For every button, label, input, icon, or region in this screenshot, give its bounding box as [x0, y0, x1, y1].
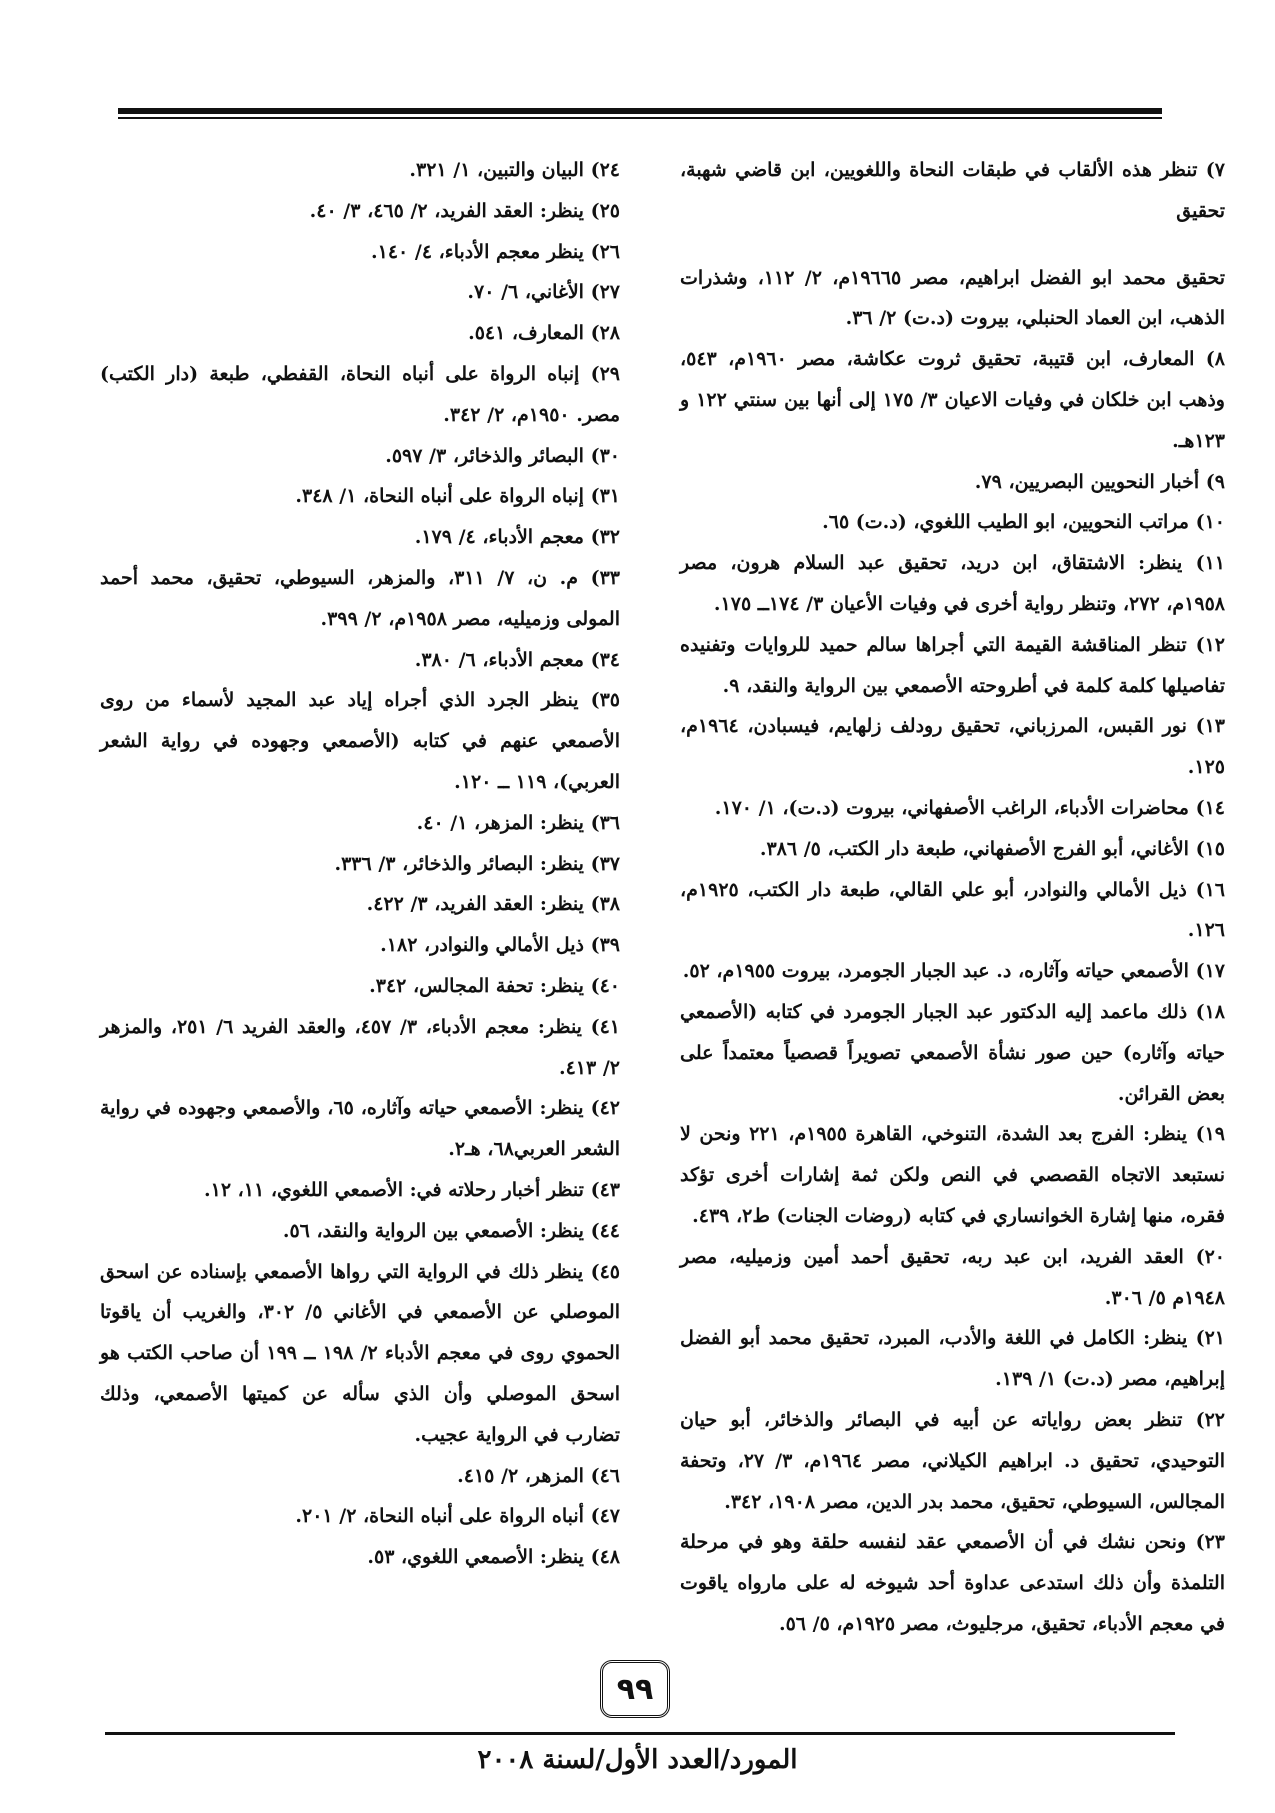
footnote: ٣٦) ينظر: المزهر، ١/ ٤٠. — [416, 811, 620, 834]
footnote: ١٥) الأغاني، أبو الفرج الأصفهاني، طبعة دار الكتب، ٥/ ٣٨٦. — [759, 837, 1225, 860]
footnote: ٣٩) ذيل الأمالي والنوادر، ١٨٢. — [380, 934, 620, 957]
footnote: ٣٤) معجم الأدباء، ٦/ ٣٨٠. — [414, 648, 620, 671]
notes-column-right — [680, 150, 1225, 1645]
footnote: ٣٨) ينظر: العقد الفريد، ٣/ ٤٢٢. — [366, 893, 620, 916]
top-rule — [118, 108, 1162, 119]
footnote: ٢٢) تنظر بعض رواياته عن أبيه في البصائر والذخائر، أبو حيان التوحيدي، تحقيق د. ابراهيم الكيلاني، مصر ١٩٦٤م، ٣/ ٢٧، وتحفة المجالس، السيوطي، تحقيق، محمد بدر الدين، مصر ١٩٠٨، ٣٤٢. — [680, 1408, 1225, 1513]
footnote: ١٤) محاضرات الأدباء، الراغب الأصفهاني، بيروت (د.ت)، ١/ ١٧٠. — [714, 796, 1225, 819]
footnote: ١٠) مراتب النحويين، ابو الطيب اللغوي، (د.ت) ٦٥. — [822, 511, 1225, 534]
footnote: ٤٧) أنباه الرواة على أنباه النحاة، ٢/ ٢٠١. — [295, 1505, 620, 1528]
footnote: ٤٥) ينظر ذلك في الرواية التي رواها الأصمعي بإسناده عن اسحق الموصلي عن الأصمعي في الأغاني ٥/ ٣٠٢، والغريب أن ياقوتا الحموي روى في معجم الأدباء ٢/ ١٩٨ ــ ١٩٩ أن صاحب الكتب هو اسحق الموصلي وأن الذي سأله عن كميتها الأصمعي، وذلك تضارب في الرواية عجيب. — [100, 1260, 620, 1446]
footnote: ٢٥) ينظر: العقد الفريد، ٢/ ٤٦٥، ٣/ ٤٠. — [309, 199, 620, 222]
footnote: ٣٢) معجم الأدباء، ٤/ ١٧٩. — [414, 526, 620, 549]
footnote: ١١) ينظر: الاشتقاق، ابن دريد، تحقيق عبد السلام هرون، مصر ١٩٥٨م، ٢٧٢، وتنظر رواية أخرى في وفيات الأعيان ٣/ ١٧٤ــ ١٧٥. — [680, 552, 1225, 615]
footnote: ٢٦) ينظر معجم الأدباء، ٤/ ١٤٠. — [371, 240, 620, 263]
footnote: ٤٣) تنظر أخبار رحلاته في: الأصمعي اللغوي، ١١، ١٢. — [203, 1178, 620, 1201]
journal-footer: المورد/العدد الأول/لسنة ٢٠٠٨ — [477, 1745, 798, 1775]
page-number: ٩٩ — [600, 1660, 670, 1718]
footnote: ٩) أخبار النحويين البصريين، ٧٩. — [974, 470, 1225, 493]
footnote: تحقيق محمد ابو الفضل ابراهيم، مصر ١٩٦٦٥م، ٢/ ١١٢، وشذرات الذهب، ابن العماد الحنبلي، بيروت (د.ت) ٢/ ٣٦. — [680, 266, 1226, 330]
footnote: ٤٤) ينظر: الأصمعي بين الرواية والنقد، ٥٦. — [282, 1219, 620, 1242]
bottom-rule — [105, 1732, 1175, 1735]
notes-column-left — [100, 150, 620, 1578]
footnote: ١٦) ذيل الأمالي والنوادر، أبو علي القالي، طبعة دار الكتب، ١٩٢٥م، ١٢٦. — [680, 878, 1225, 942]
footnote: ٢٠) العقد الفريد، ابن عبد ربه، تحقيق أحمد أمين وزميليه، مصر ١٩٤٨م ٥/ ٣٠٦. — [680, 1245, 1225, 1309]
footnote: ٣٣) م. ن، ٧/ ٣١١، والمزهر، السيوطي، تحقيق، محمد أحمد المولى وزميليه، مصر ١٩٥٨م، ٢/ ٣٩٩. — [100, 566, 620, 630]
footnote: ٤٨) ينظر: الأصمعي اللغوي، ٥٣. — [367, 1546, 620, 1569]
footnote: ٢٨) المعارف، ٥٤١. — [468, 322, 620, 345]
footnote: ٣٧) ينظر: البصائر والذخائر، ٣/ ٣٣٦. — [334, 852, 620, 875]
footnote: ٣١) إنباه الرواة على أنباه النحاة، ١/ ٣٤٨. — [295, 485, 620, 508]
footnote: ٣٠) البصائر والذخائر، ٣/ ٥٩٧. — [385, 444, 620, 467]
footnote: ٧) تنظر هذه الألقاب في طبقات النحاة واللغويين، ابن قاضي شهبة، تحقيق — [680, 159, 1225, 222]
footnote: ٢٣) ونحن نشك في أن الأصمعي عقد لنفسه حلقة وهو في مرحلة التلمذة وأن ذلك استدعى عداوة أحد شيوخه له على مارواه ياقوت في معجم الأدباء، تحقيق، مرجليوث، مصر ١٩٢٥م، ٥/ ٥٦. — [680, 1531, 1225, 1635]
footnote: ١٣) نور القبس، المرزباني، تحقيق رودلف زلهايم، فيسبادن، ١٩٦٤م، ١٢٥. — [680, 715, 1225, 779]
footnote: ٨) المعارف، ابن قتيبة، تحقيق ثروت عكاشة، مصر ١٩٦٠م، ٥٤٣، وذهب ابن خلكان في وفيات الاعيان ٣/ ١٧٥ إلى أنها بين سنتي ١٢٢ و ١٢٣هـ. — [680, 348, 1225, 452]
footnote: ٣٥) ينظر الجرد الذي أجراه إياد عبد المجيد لأسماء من روى الأصمعي عنهم في كتابه (الأصمعي وجهوده في رواية الشعر العربي)، ١١٩ ــ ١٢٠. — [100, 689, 621, 793]
footnote: ٤٢) ينظر: الأصمعي حياته وآثاره، ٦٥، والأصمعي وجهوده في رواية الشعر العربي٦٨، هـ٢. — [100, 1097, 620, 1161]
footnote: ٤١) ينظر: معجم الأدباء، ٣/ ٤٥٧، والعقد الفريد ٦/ ٢٥١، والمزهر ٢/ ٤١٣. — [100, 1015, 620, 1079]
footnote: ٢٩) إنباه الرواة على أنباه النحاة، القفطي، طبعة (دار الكتب) مصر. ١٩٥٠م، ٢/ ٣٤٢. — [100, 362, 620, 426]
footnote: ٢٤) البيان والتبين، ١/ ٣٢١. — [409, 159, 620, 181]
footnote: ١٧) الأصمعي حياته وآثاره، د. عبد الجبار الجومرد، بيروت ١٩٥٥م، ٥٢. — [682, 960, 1225, 983]
footnote: ١٢) تنظر المناقشة القيمة التي أجراها سالم حميد للروايات وتفنيده تفاصيلها كلمة كلمة في أطروحته الأصمعي بين الرواية والنقد، ٩. — [680, 633, 1225, 697]
footnote: ٢٧) الأغاني، ٦/ ٧٠. — [467, 281, 620, 304]
footnote: ٢١) ينظر: الكامل في اللغة والأدب، المبرد، تحقيق محمد أبو الفضل إبراهيم، مصر (د.ت) ١/ ١٣٩. — [680, 1327, 1225, 1391]
footnote: ١٩) ينظر: الفرج بعد الشدة، التنوخي، القاهرة ١٩٥٥م، ٢٢١ ونحن لا نستبعد الاتجاه القصصي في النص ولكن ثمة إشارات أخرى تؤكد فقره، منها إشارة الخوانساري في كتابه (روضات الجنات) ط٢، ٤٣٩. — [680, 1123, 1225, 1227]
footnote: ٤٦) المزهر، ٢/ ٤١٥. — [457, 1464, 620, 1487]
footnote: ١٨) ذلك ماعمد إليه الدكتور عبد الجبار الجومرد في كتابه (الأصمعي حياته وآثاره) حين صور نشأة الأصمعي تصويراً قصصياً معتمداً على بعض القرائن. — [680, 1000, 1225, 1105]
footnote: ٤٠) ينظر: تحفة المجالس، ٣٤٢. — [369, 974, 620, 997]
